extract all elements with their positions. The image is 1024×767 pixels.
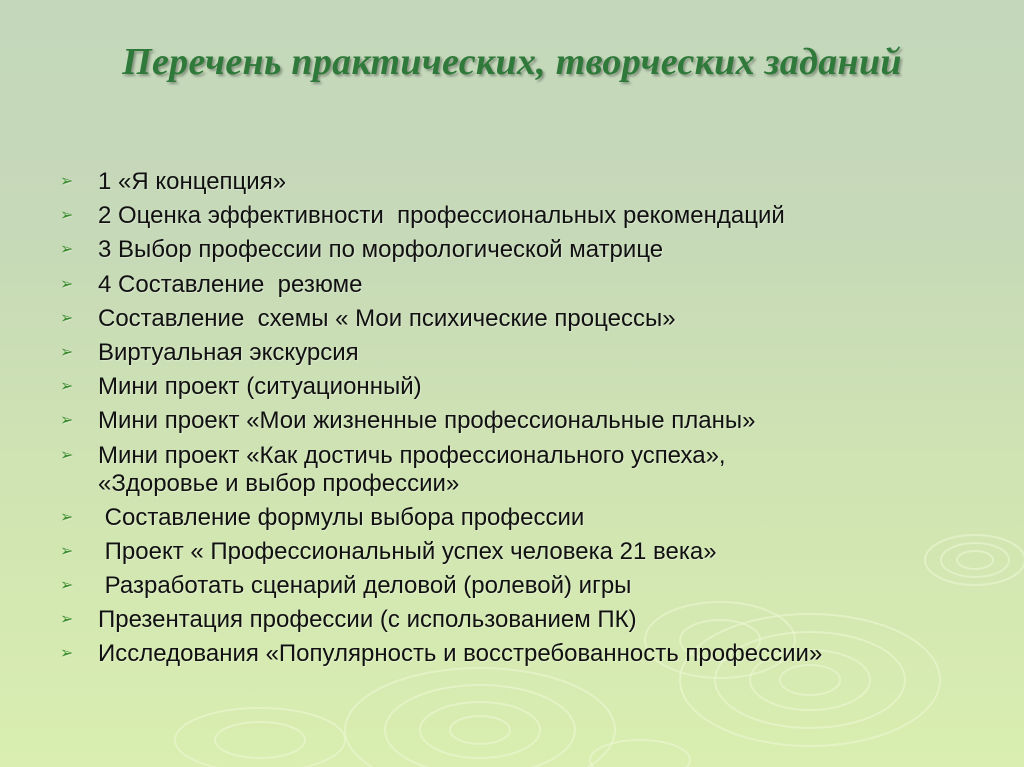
chevron-right-icon: ➢ xyxy=(60,275,74,293)
list-item xyxy=(60,236,1000,264)
list-item xyxy=(60,572,1000,600)
list-item-text: Исследования «Популярность и восстребованность профессии» xyxy=(98,640,823,668)
chevron-right-icon: ➢ xyxy=(60,173,74,190)
list-item xyxy=(60,538,1000,566)
list-item-text: Разработать сценарий деловой (ролевой) игры xyxy=(98,572,632,600)
list-item-text: 4 Составление резюме xyxy=(98,270,363,298)
list-item xyxy=(60,339,1000,367)
chevron-right-icon: ➢ xyxy=(60,446,74,464)
chevron-right-icon: ➢ xyxy=(60,611,74,629)
list-item xyxy=(60,442,1000,498)
chevron-right-icon: ➢ xyxy=(60,309,74,327)
list-item xyxy=(60,606,1000,634)
chevron-right-icon: ➢ xyxy=(60,241,74,259)
list-item-text: 3 Выбор профессии по морфологической матрице xyxy=(98,236,664,264)
list-item xyxy=(60,373,1000,401)
list-item-text: 1 «Я концепция» xyxy=(98,168,287,195)
list-item-text: Составление схемы « Мои психические процессы» xyxy=(98,304,676,332)
list-item-text: 2 Оценка эффективности профессиональных рекомендаций xyxy=(98,202,785,230)
list-item xyxy=(60,640,1000,668)
chevron-right-icon: ➢ xyxy=(60,207,74,225)
chevron-right-icon: ➢ xyxy=(60,577,74,595)
chevron-right-icon: ➢ xyxy=(60,645,74,663)
list-item xyxy=(60,305,1000,333)
chevron-right-icon: ➢ xyxy=(60,412,74,430)
chevron-right-icon: ➢ xyxy=(60,343,74,361)
chevron-right-icon: ➢ xyxy=(60,378,74,396)
list-item-text: Виртуальная экскурсия xyxy=(98,338,359,366)
list-item xyxy=(60,271,1000,299)
list-item-text: Презентация профессии (с использованием ПК) xyxy=(98,606,637,634)
task-list xyxy=(60,168,1000,675)
list-item xyxy=(60,504,1000,532)
slide-title: Перечень практических, творческих заданий xyxy=(122,41,902,83)
list-item-text: Проект « Профессиональный успех человека 21 века» xyxy=(98,537,717,565)
list-item xyxy=(60,168,1000,196)
list-item xyxy=(60,407,1000,435)
chevron-right-icon: ➢ xyxy=(60,542,74,560)
list-item xyxy=(60,202,1000,230)
chevron-right-icon: ➢ xyxy=(60,508,74,526)
list-item-text: Мини проект «Как достичь профессионального успеха», «Здоровье и выбор профессии» xyxy=(98,441,726,497)
list-item-text: Мини проект «Мои жизненные профессиональные планы» xyxy=(98,407,756,435)
list-item-text: Мини проект (ситуационный) xyxy=(98,373,422,401)
list-item-text: Составление формулы выбора профессии xyxy=(98,503,585,531)
